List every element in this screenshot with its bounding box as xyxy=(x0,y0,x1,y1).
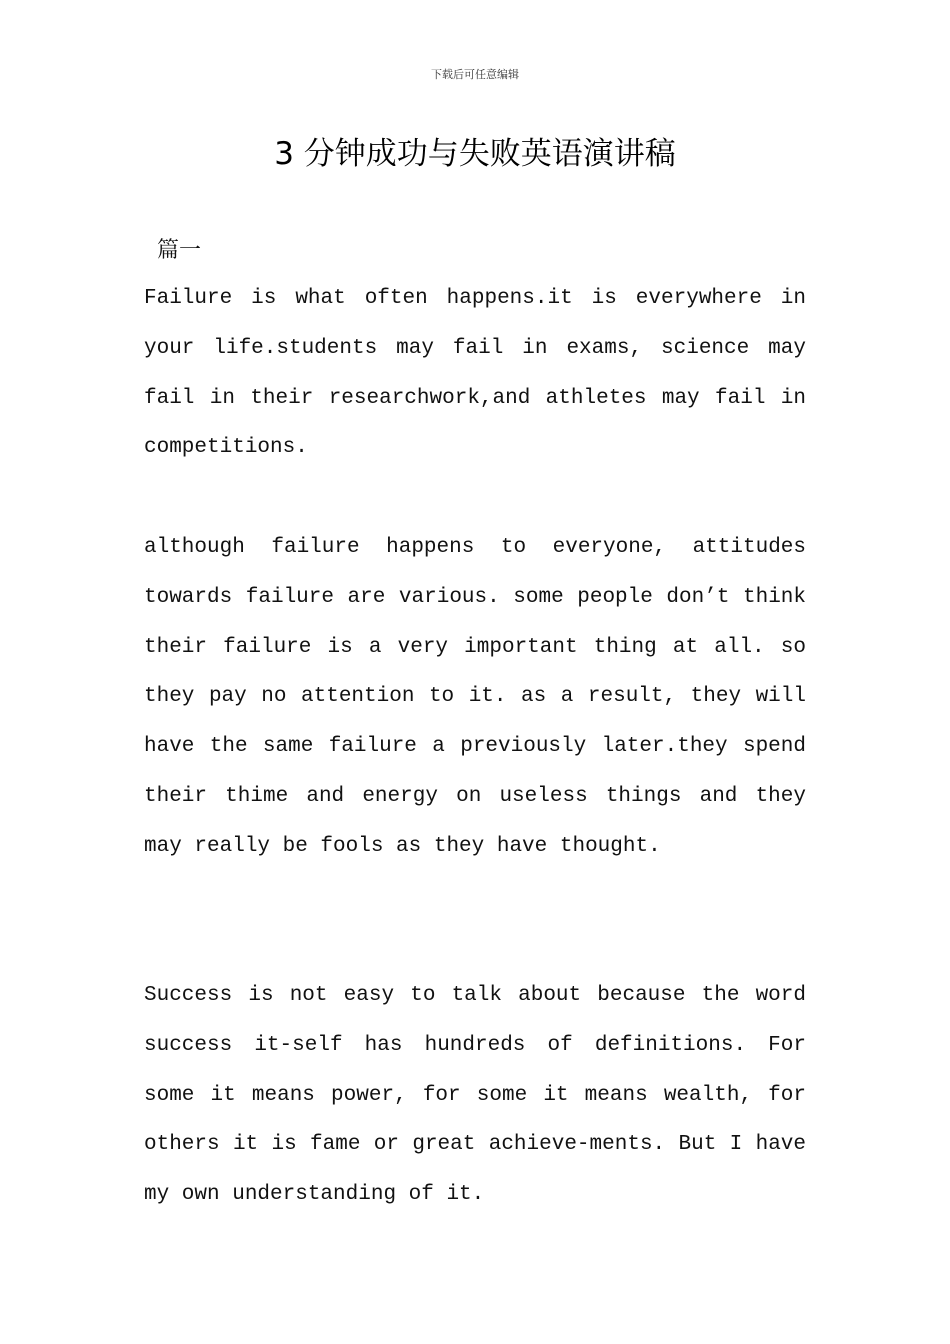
paragraph-3: Success is not easy to talk about because the word success it-self has hundreds of definitions. For some it means power, for some it means wealth, for others it is fame or great achieve-ments. But I have my own understanding of it. xyxy=(144,984,806,1207)
paragraph-1: Failure is what often happens.it is everywhere in your life.students may fail in exams, science may fail in their researchwork,and athletes may fail in competitions. xyxy=(144,287,806,460)
paragraph-2: although failure happens to everyone, attitudes towards failure are various. some people don’t think their failure is a very important thing at all. so they pay no attention to it. as a result, they will have the same failure a previously later.they spend their thime and energy on useless things and they may really be fools as they have thought. xyxy=(144,536,806,858)
header-note: 下载后可任意编辑 xyxy=(431,68,519,81)
page-title: 3 分钟成功与失败英语演讲稿 xyxy=(274,136,676,172)
section-label: 篇一 xyxy=(157,238,202,263)
